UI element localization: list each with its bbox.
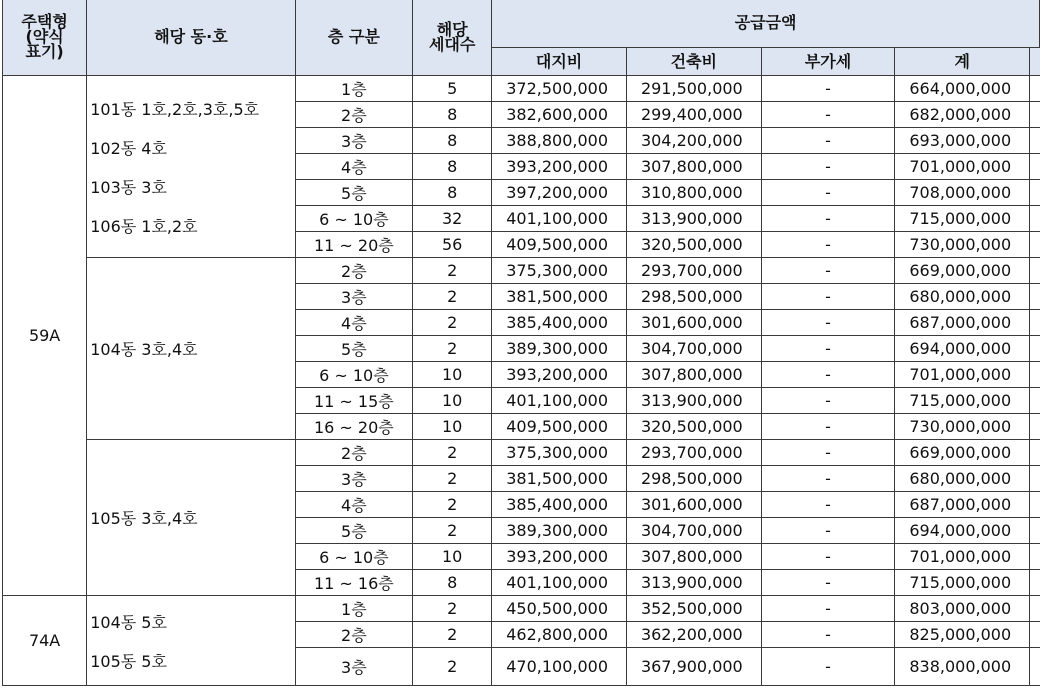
table-body	[3, 76, 1040, 686]
dongho-item: 104동 3호,4호	[90, 340, 198, 359]
floor-cell: 4층	[295, 154, 412, 180]
units-cell: 2	[413, 492, 492, 518]
land-cost-cell: 381,500,000	[492, 284, 627, 310]
building-cost-cell: 298,500,000	[626, 466, 761, 492]
building-cost-cell: 320,500,000	[626, 232, 761, 258]
land-cost-cell: 401,100,000	[492, 206, 627, 232]
floor-cell: 5층	[295, 336, 412, 362]
row-edge	[1030, 544, 1040, 570]
land-cost-cell: 388,800,000	[492, 128, 627, 154]
land-cost-cell: 462,800,000	[492, 622, 627, 648]
units-cell: 5	[413, 76, 492, 102]
units-cell: 8	[413, 180, 492, 206]
table-row	[3, 440, 1040, 466]
vat-cell: -	[761, 232, 895, 258]
row-edge	[1030, 648, 1040, 686]
dongho-list	[90, 337, 294, 360]
building-cost-cell: 352,500,000	[626, 596, 761, 622]
floor-cell: 1층	[295, 596, 412, 622]
total-cell: 708,000,000	[895, 180, 1030, 206]
row-edge	[1030, 466, 1040, 492]
supply-price-table	[2, 0, 1040, 686]
header-units: 해당 세대수	[413, 0, 492, 76]
total-cell: 838,000,000	[895, 648, 1030, 686]
header-total: 계	[895, 48, 1030, 76]
building-cost-cell: 313,900,000	[626, 388, 761, 414]
floor-cell: 3층	[295, 466, 412, 492]
units-cell: 8	[413, 570, 492, 596]
land-cost-cell: 393,200,000	[492, 362, 627, 388]
units-cell: 2	[413, 518, 492, 544]
land-cost-cell: 409,500,000	[492, 414, 627, 440]
vat-cell: -	[761, 336, 895, 362]
floor-cell: 1층	[295, 76, 412, 102]
land-cost-cell: 409,500,000	[492, 232, 627, 258]
total-cell: 694,000,000	[895, 336, 1030, 362]
row-edge	[1030, 518, 1040, 544]
dongho-item: 101동 1호,2호,3호,5호	[90, 99, 260, 119]
building-cost-cell: 293,700,000	[626, 258, 761, 284]
building-cost-cell: 320,500,000	[626, 414, 761, 440]
units-cell: 2	[413, 440, 492, 466]
building-cost-cell: 301,600,000	[626, 492, 761, 518]
vat-cell: -	[761, 206, 895, 232]
row-edge	[1030, 414, 1040, 440]
total-cell: 680,000,000	[895, 284, 1030, 310]
total-cell: 682,000,000	[895, 102, 1030, 128]
land-cost-cell: 401,100,000	[492, 570, 627, 596]
building-cost-cell: 301,600,000	[626, 310, 761, 336]
row-edge	[1030, 284, 1040, 310]
row-edge	[1030, 440, 1040, 466]
row-edge	[1030, 596, 1040, 622]
land-cost-cell: 450,500,000	[492, 596, 627, 622]
units-cell: 8	[413, 102, 492, 128]
dongho-cell	[87, 596, 295, 686]
floor-cell: 3층	[295, 284, 412, 310]
row-edge	[1030, 622, 1040, 648]
header-edge	[1030, 48, 1040, 76]
floor-cell: 6 ~ 10층	[295, 206, 412, 232]
row-edge	[1030, 336, 1040, 362]
building-cost-cell: 307,800,000	[626, 154, 761, 180]
vat-cell: -	[761, 518, 895, 544]
row-edge	[1030, 492, 1040, 518]
land-cost-cell: 375,300,000	[492, 440, 627, 466]
floor-cell: 4층	[295, 310, 412, 336]
total-cell: 825,000,000	[895, 622, 1030, 648]
units-cell: 2	[413, 648, 492, 686]
row-edge	[1030, 388, 1040, 414]
dongho-item: 105동 5호	[90, 651, 167, 671]
housing-type-cell: 59A	[3, 76, 87, 596]
total-cell: 715,000,000	[895, 570, 1030, 596]
dongho-cell	[87, 76, 295, 258]
table-row	[3, 76, 1040, 102]
vat-cell: -	[761, 570, 895, 596]
land-cost-cell: 389,300,000	[492, 518, 627, 544]
building-cost-cell: 291,500,000	[626, 76, 761, 102]
housing-type-cell: 74A	[3, 596, 87, 686]
row-edge	[1030, 570, 1040, 596]
floor-cell: 3층	[295, 128, 412, 154]
vat-cell: -	[761, 362, 895, 388]
land-cost-cell: 389,300,000	[492, 336, 627, 362]
row-edge	[1030, 128, 1040, 154]
row-edge	[1030, 76, 1040, 102]
floor-cell: 2층	[295, 440, 412, 466]
vat-cell: -	[761, 284, 895, 310]
building-cost-cell: 293,700,000	[626, 440, 761, 466]
floor-cell: 11 ~ 16층	[295, 570, 412, 596]
header-building: 건축비	[626, 48, 761, 76]
land-cost-cell: 393,200,000	[492, 154, 627, 180]
total-cell: 693,000,000	[895, 128, 1030, 154]
vat-cell: -	[761, 596, 895, 622]
total-cell: 701,000,000	[895, 154, 1030, 180]
total-cell: 687,000,000	[895, 310, 1030, 336]
vat-cell: -	[761, 258, 895, 284]
vat-cell: -	[761, 544, 895, 570]
total-cell: 694,000,000	[895, 518, 1030, 544]
building-cost-cell: 307,800,000	[626, 544, 761, 570]
total-cell: 803,000,000	[895, 596, 1030, 622]
land-cost-cell: 385,400,000	[492, 310, 627, 336]
dongho-item: 106동 1호,2호	[90, 216, 198, 236]
total-cell: 701,000,000	[895, 544, 1030, 570]
units-cell: 10	[413, 544, 492, 570]
units-cell: 2	[413, 466, 492, 492]
units-cell: 2	[413, 596, 492, 622]
table-row	[3, 258, 1040, 284]
total-cell: 669,000,000	[895, 258, 1030, 284]
units-cell: 2	[413, 258, 492, 284]
units-cell: 2	[413, 336, 492, 362]
row-edge	[1030, 310, 1040, 336]
land-cost-cell: 381,500,000	[492, 466, 627, 492]
building-cost-cell: 362,200,000	[626, 622, 761, 648]
floor-cell: 16 ~ 20층	[295, 414, 412, 440]
vat-cell: -	[761, 388, 895, 414]
vat-cell: -	[761, 648, 895, 686]
dongho-cell	[87, 258, 295, 440]
floor-cell: 5층	[295, 180, 412, 206]
vat-cell: -	[761, 414, 895, 440]
units-cell: 10	[413, 362, 492, 388]
vat-cell: -	[761, 128, 895, 154]
units-cell: 2	[413, 284, 492, 310]
floor-cell: 2층	[295, 622, 412, 648]
row-edge	[1030, 258, 1040, 284]
building-cost-cell: 367,900,000	[626, 648, 761, 686]
building-cost-cell: 304,700,000	[626, 336, 761, 362]
floor-cell: 11 ~ 20층	[295, 232, 412, 258]
land-cost-cell: 382,600,000	[492, 102, 627, 128]
floor-cell: 11 ~ 15층	[295, 388, 412, 414]
floor-cell: 4층	[295, 492, 412, 518]
land-cost-cell: 401,100,000	[492, 388, 627, 414]
row-edge	[1030, 154, 1040, 180]
total-cell: 730,000,000	[895, 414, 1030, 440]
vat-cell: -	[761, 102, 895, 128]
row-edge	[1030, 180, 1040, 206]
total-cell: 664,000,000	[895, 76, 1030, 102]
land-cost-cell: 393,200,000	[492, 544, 627, 570]
units-cell: 8	[413, 154, 492, 180]
vat-cell: -	[761, 310, 895, 336]
building-cost-cell: 299,400,000	[626, 102, 761, 128]
building-cost-cell: 304,200,000	[626, 128, 761, 154]
vat-cell: -	[761, 440, 895, 466]
row-edge	[1030, 206, 1040, 232]
building-cost-cell: 313,900,000	[626, 570, 761, 596]
dongho-item: 105동 3호,4호	[90, 509, 198, 528]
units-cell: 8	[413, 128, 492, 154]
land-cost-cell: 375,300,000	[492, 258, 627, 284]
vat-cell: -	[761, 154, 895, 180]
total-cell: 715,000,000	[895, 206, 1030, 232]
units-cell: 56	[413, 232, 492, 258]
land-cost-cell: 470,100,000	[492, 648, 627, 686]
dongho-item: 103동 3호	[90, 177, 167, 197]
units-cell: 32	[413, 206, 492, 232]
dongho-list	[90, 97, 294, 237]
total-cell: 730,000,000	[895, 232, 1030, 258]
land-cost-cell: 372,500,000	[492, 76, 627, 102]
header-supply: 공급금액	[492, 0, 1040, 48]
header-vat: 부가세	[761, 48, 895, 76]
dongho-item: 102동 4호	[90, 138, 167, 158]
total-cell: 687,000,000	[895, 492, 1030, 518]
floor-cell: 2층	[295, 258, 412, 284]
row-edge	[1030, 232, 1040, 258]
floor-cell: 3층	[295, 648, 412, 686]
floor-cell: 5층	[295, 518, 412, 544]
row-edge	[1030, 102, 1040, 128]
units-cell: 2	[413, 310, 492, 336]
header-type: 주택형 (약식 표기)	[3, 0, 87, 76]
total-cell: 680,000,000	[895, 466, 1030, 492]
land-cost-cell: 397,200,000	[492, 180, 627, 206]
dongho-item: 104동 5호	[90, 612, 167, 632]
header-land: 대지비	[492, 48, 627, 76]
vat-cell: -	[761, 492, 895, 518]
floor-cell: 6 ~ 10층	[295, 362, 412, 388]
building-cost-cell: 313,900,000	[626, 206, 761, 232]
building-cost-cell: 298,500,000	[626, 284, 761, 310]
dongho-list	[90, 610, 294, 672]
total-cell: 701,000,000	[895, 362, 1030, 388]
land-cost-cell: 385,400,000	[492, 492, 627, 518]
row-edge	[1030, 362, 1040, 388]
vat-cell: -	[761, 180, 895, 206]
vat-cell: -	[761, 466, 895, 492]
vat-cell: -	[761, 622, 895, 648]
vat-cell: -	[761, 76, 895, 102]
building-cost-cell: 304,700,000	[626, 518, 761, 544]
table-row	[3, 596, 1040, 622]
units-cell: 10	[413, 414, 492, 440]
units-cell: 2	[413, 622, 492, 648]
floor-cell: 6 ~ 10층	[295, 544, 412, 570]
dongho-list	[90, 506, 294, 529]
total-cell: 715,000,000	[895, 388, 1030, 414]
floor-cell: 2층	[295, 102, 412, 128]
building-cost-cell: 307,800,000	[626, 362, 761, 388]
header-dongho: 해당 동·호	[87, 0, 295, 76]
units-cell: 10	[413, 388, 492, 414]
header-floor: 층 구분	[295, 0, 412, 76]
total-cell: 669,000,000	[895, 440, 1030, 466]
building-cost-cell: 310,800,000	[626, 180, 761, 206]
dongho-cell	[87, 440, 295, 596]
